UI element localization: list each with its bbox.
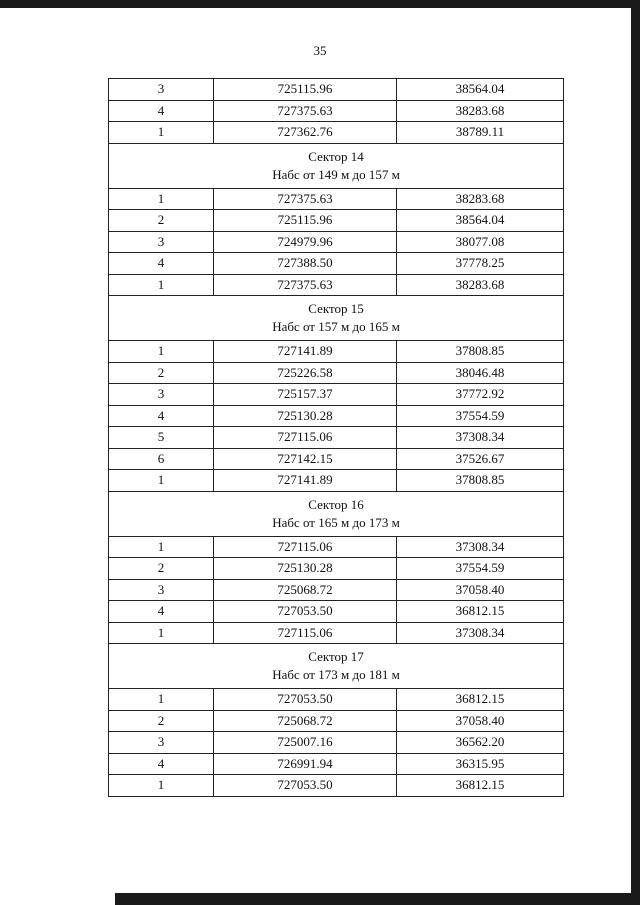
y-coordinate-cell: 36812.15 <box>397 601 564 623</box>
x-coordinate-cell: 725115.96 <box>214 210 397 232</box>
y-coordinate-cell: 36315.95 <box>397 753 564 775</box>
table-row <box>109 732 564 754</box>
x-coordinate-cell: 725115.96 <box>214 79 397 101</box>
point-number-cell: 6 <box>109 448 214 470</box>
table-row <box>109 253 564 275</box>
y-coordinate-cell: 38046.48 <box>397 362 564 384</box>
table-row <box>109 470 564 492</box>
table-row <box>109 188 564 210</box>
point-number-cell: 1 <box>109 122 214 144</box>
table-row <box>109 122 564 144</box>
point-number-cell: 4 <box>109 601 214 623</box>
table-row <box>109 405 564 427</box>
y-coordinate-cell: 38283.68 <box>397 100 564 122</box>
point-number-cell: 3 <box>109 384 214 406</box>
sector-header-cell <box>109 143 564 188</box>
sector-header-row <box>109 143 564 188</box>
point-number-cell: 5 <box>109 427 214 449</box>
scan-border-top <box>0 0 640 8</box>
point-number-cell: 2 <box>109 210 214 232</box>
point-number-cell: 1 <box>109 536 214 558</box>
sector-title: Сектор 14 <box>308 148 364 164</box>
y-coordinate-cell: 36812.15 <box>397 775 564 797</box>
x-coordinate-cell: 727142.15 <box>214 448 397 470</box>
x-coordinate-cell: 726991.94 <box>214 753 397 775</box>
sector-height-range: Набс от 173 м до 181 м <box>272 667 400 682</box>
table-row <box>109 579 564 601</box>
y-coordinate-cell: 38564.04 <box>397 79 564 101</box>
x-coordinate-cell: 727115.06 <box>214 622 397 644</box>
point-number-cell: 1 <box>109 689 214 711</box>
sector-header-row <box>109 644 564 689</box>
x-coordinate-cell: 727141.89 <box>214 470 397 492</box>
table-row <box>109 448 564 470</box>
sector-height-range: Набс от 157 м до 165 м <box>272 319 400 334</box>
x-coordinate-cell: 727388.50 <box>214 253 397 275</box>
table-row <box>109 384 564 406</box>
y-coordinate-cell: 36812.15 <box>397 689 564 711</box>
x-coordinate-cell: 727375.63 <box>214 188 397 210</box>
point-number-cell: 1 <box>109 274 214 296</box>
point-number-cell: 1 <box>109 775 214 797</box>
table-row <box>109 100 564 122</box>
x-coordinate-cell: 725007.16 <box>214 732 397 754</box>
x-coordinate-cell: 727115.06 <box>214 536 397 558</box>
table-row <box>109 536 564 558</box>
y-coordinate-cell: 37554.59 <box>397 405 564 427</box>
y-coordinate-cell: 37808.85 <box>397 341 564 363</box>
x-coordinate-cell: 725068.72 <box>214 579 397 601</box>
coordinates-table-body <box>109 79 564 797</box>
x-coordinate-cell: 727053.50 <box>214 601 397 623</box>
y-coordinate-cell: 37308.34 <box>397 427 564 449</box>
x-coordinate-cell: 725130.28 <box>214 558 397 580</box>
table-row <box>109 775 564 797</box>
y-coordinate-cell: 37554.59 <box>397 558 564 580</box>
y-coordinate-cell: 37778.25 <box>397 253 564 275</box>
y-coordinate-cell: 38077.08 <box>397 231 564 253</box>
point-number-cell: 2 <box>109 558 214 580</box>
point-number-cell: 2 <box>109 710 214 732</box>
sector-title: Сектор 17 <box>308 649 364 664</box>
y-coordinate-cell: 37308.34 <box>397 536 564 558</box>
table-row <box>109 341 564 363</box>
scan-border-bottom <box>115 893 640 905</box>
sector-title: Сектор 16 <box>308 496 364 512</box>
table-row <box>109 274 564 296</box>
table-row <box>109 753 564 775</box>
y-coordinate-cell: 37058.40 <box>397 579 564 601</box>
sector-header-row <box>109 491 564 536</box>
x-coordinate-cell: 725130.28 <box>214 405 397 427</box>
y-coordinate-cell: 37526.67 <box>397 448 564 470</box>
point-number-cell: 1 <box>109 622 214 644</box>
table-row <box>109 231 564 253</box>
point-number-cell: 2 <box>109 362 214 384</box>
table-row <box>109 710 564 732</box>
x-coordinate-cell: 724979.96 <box>214 231 397 253</box>
y-coordinate-cell: 38564.04 <box>397 210 564 232</box>
table-row <box>109 210 564 232</box>
table-row <box>109 689 564 711</box>
sector-height-range: Набс от 165 м до 173 м <box>272 514 400 530</box>
point-number-cell: 1 <box>109 188 214 210</box>
scan-border-right <box>631 0 640 905</box>
sector-header-cell <box>109 491 564 536</box>
sector-header-cell <box>109 296 564 341</box>
point-number-cell: 3 <box>109 579 214 601</box>
point-number-cell: 3 <box>109 79 214 101</box>
sector-header-cell <box>109 644 564 689</box>
y-coordinate-cell: 36562.20 <box>397 732 564 754</box>
x-coordinate-cell: 727115.06 <box>214 427 397 449</box>
sector-title: Сектор 15 <box>308 301 364 316</box>
y-coordinate-cell: 38283.68 <box>397 188 564 210</box>
table-row <box>109 601 564 623</box>
point-number-cell: 4 <box>109 253 214 275</box>
x-coordinate-cell: 727375.63 <box>214 274 397 296</box>
point-number-cell: 4 <box>109 753 214 775</box>
sector-height-range: Набс от 149 м до 157 м <box>272 166 400 182</box>
x-coordinate-cell: 727362.76 <box>214 122 397 144</box>
x-coordinate-cell: 725226.58 <box>214 362 397 384</box>
x-coordinate-cell: 725157.37 <box>214 384 397 406</box>
y-coordinate-cell: 37308.34 <box>397 622 564 644</box>
x-coordinate-cell: 727053.50 <box>214 689 397 711</box>
coordinates-table <box>108 78 564 797</box>
x-coordinate-cell: 727141.89 <box>214 341 397 363</box>
sector-header-row <box>109 296 564 341</box>
x-coordinate-cell: 725068.72 <box>214 710 397 732</box>
table-row <box>109 622 564 644</box>
y-coordinate-cell: 37058.40 <box>397 710 564 732</box>
y-coordinate-cell: 37808.85 <box>397 470 564 492</box>
point-number-cell: 4 <box>109 100 214 122</box>
page-number: 35 <box>313 43 327 58</box>
point-number-cell: 3 <box>109 732 214 754</box>
point-number-cell: 3 <box>109 231 214 253</box>
x-coordinate-cell: 727375.63 <box>214 100 397 122</box>
point-number-cell: 1 <box>109 470 214 492</box>
table-row <box>109 362 564 384</box>
table-row <box>109 558 564 580</box>
table-row <box>109 427 564 449</box>
x-coordinate-cell: 727053.50 <box>214 775 397 797</box>
y-coordinate-cell: 38789.11 <box>397 122 564 144</box>
table-row <box>109 79 564 101</box>
y-coordinate-cell: 37772.92 <box>397 384 564 406</box>
y-coordinate-cell: 38283.68 <box>397 274 564 296</box>
point-number-cell: 4 <box>109 405 214 427</box>
point-number-cell: 1 <box>109 341 214 363</box>
